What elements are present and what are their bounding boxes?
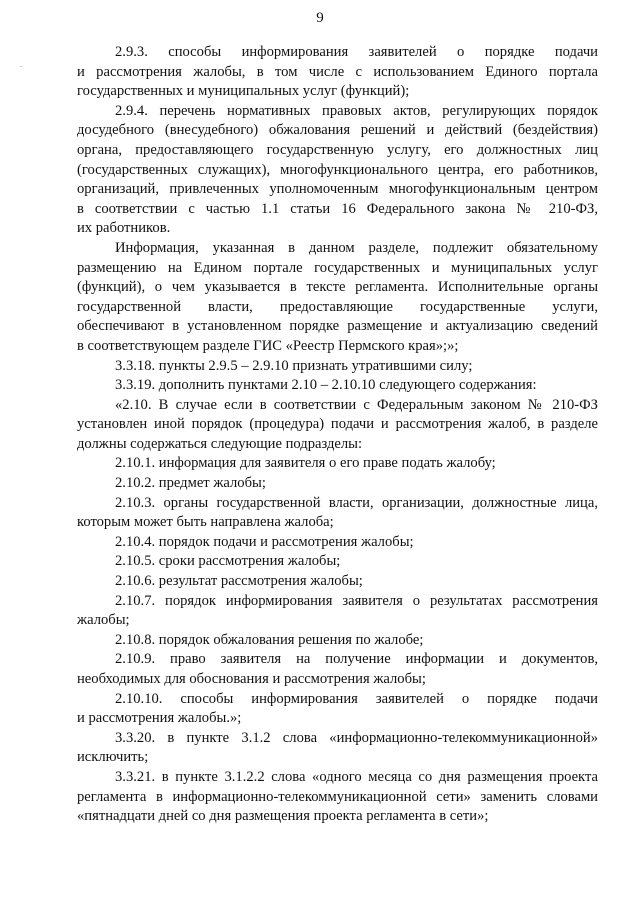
text-line: и рассмотрения жалобы, в том числе с использованием Единого портала xyxy=(77,63,598,80)
text-line: и рассмотрения жалобы.»; xyxy=(77,710,242,727)
text-line: в соответствующем разделе ГИС «Реестр Пермского края»;»; xyxy=(77,337,459,354)
paragraph xyxy=(77,592,598,631)
text-line: государственных и муниципальных услуг (функций); xyxy=(77,83,410,100)
document-body xyxy=(77,43,598,827)
paragraph xyxy=(77,102,598,239)
text-line: 3.3.21. в пункте 3.1.2.2 слова «одного месяца со дня размещения проекта xyxy=(115,768,598,785)
text-line: их работников. xyxy=(77,220,171,237)
text-line: 3.3.18. пункты 2.9.5 – 2.9.10 признать утратившими силу; xyxy=(115,357,473,374)
text-line: (государственных служащих), многофункционального центра, его работников, xyxy=(77,161,598,178)
text-line: установлен иной порядок (процедура) подачи и рассмотрения жалоб, в разделе xyxy=(77,416,598,433)
paragraph xyxy=(77,729,598,768)
text-line: государственной власти, предоставляющие государственные услуги, xyxy=(77,298,598,315)
text-line: жалобы; xyxy=(77,612,130,629)
paragraph xyxy=(77,631,598,651)
text-line: должны содержаться следующие подразделы: xyxy=(77,435,363,452)
text-line: 2.10.10. способы информирования заявителей о порядке подачи xyxy=(115,690,598,707)
paragraph xyxy=(77,43,598,102)
text-line: досудебного (внесудебного) обжалования решений и действий (бездействия) xyxy=(77,122,598,139)
text-line: 2.9.4. перечень нормативных правовых актов, регулирующих порядок xyxy=(115,102,598,119)
text-line: 2.10.4. порядок подачи и рассмотрения жалобы; xyxy=(115,533,414,550)
paragraph xyxy=(77,376,598,396)
text-line: 2.10.6. результат рассмотрения жалобы; xyxy=(115,573,363,590)
text-line: 2.9.3. способы информирования заявителей о порядке подачи xyxy=(115,44,598,60)
paragraph xyxy=(77,768,598,827)
text-line: 2.10.9. право заявителя на получение информации и документов, xyxy=(115,651,598,668)
text-line: размещению на Едином портале государственных и муниципальных услуг xyxy=(77,259,598,276)
text-line: регламента в информационно-телекоммуникационной сети» заменить словами xyxy=(77,788,598,805)
text-line: Информация, указанная в данном разделе, подлежит обязательному xyxy=(115,239,598,256)
page-number: 9 xyxy=(316,10,324,26)
paragraph xyxy=(77,533,598,553)
paragraph xyxy=(77,552,598,572)
text-line: 2.10.1. информация для заявителя о его праве подать жалобу; xyxy=(115,455,496,472)
paragraph xyxy=(77,494,598,533)
paragraph xyxy=(77,474,598,494)
paragraph xyxy=(77,454,598,474)
text-line: 2.10.5. сроки рассмотрения жалобы; xyxy=(115,553,341,570)
text-line: организаций, привлеченных уполномоченным многофункциональным центром xyxy=(77,181,598,198)
text-line: органа, предоставляющего государственную услугу, его должностных лиц xyxy=(77,141,598,158)
text-line: 3.3.20. в пункте 3.1.2 слова «информационно-телекоммуникационной» xyxy=(115,729,598,746)
text-line: 2.10.7. порядок информирования заявителя о результатах рассмотрения xyxy=(115,592,598,609)
paragraph xyxy=(77,572,598,592)
text-line: «2.10. В случае если в соответствии с Федеральным законом № 210-ФЗ xyxy=(115,396,598,413)
text-line: 2.10.2. предмет жалобы; xyxy=(115,475,266,492)
text-line: 3.3.19. дополнить пунктами 2.10 – 2.10.10 следующего содержания: xyxy=(115,377,537,394)
paragraph xyxy=(77,690,598,729)
text-line: обеспечивают в установленном порядке размещение и актуализацию сведений xyxy=(77,318,598,335)
text-line: «пятнадцати дней со дня размещения проекта регламента в сети»; xyxy=(77,808,489,825)
paragraph xyxy=(77,357,598,377)
text-line: которым может быть направлена жалоба; xyxy=(77,514,334,531)
paragraph xyxy=(77,396,598,455)
text-line: в соответствии с частью 1.1 статьи 16 Федерального закона № 210-ФЗ, xyxy=(77,200,598,217)
text-line: 2.10.3. органы государственной власти, организации, должностные лица, xyxy=(115,494,598,511)
text-line: 2.10.8. порядок обжалования решения по жалобе; xyxy=(115,631,424,648)
text-line: (функций), о чем указывается в тексте регламента. Исполнительные органы xyxy=(77,279,598,296)
paragraph xyxy=(77,650,598,689)
scan-edge-mark xyxy=(20,66,22,67)
text-line: необходимых для обоснования и рассмотрения жалобы; xyxy=(77,671,426,687)
text-line: исключить; xyxy=(77,749,149,766)
paragraph xyxy=(77,239,598,357)
